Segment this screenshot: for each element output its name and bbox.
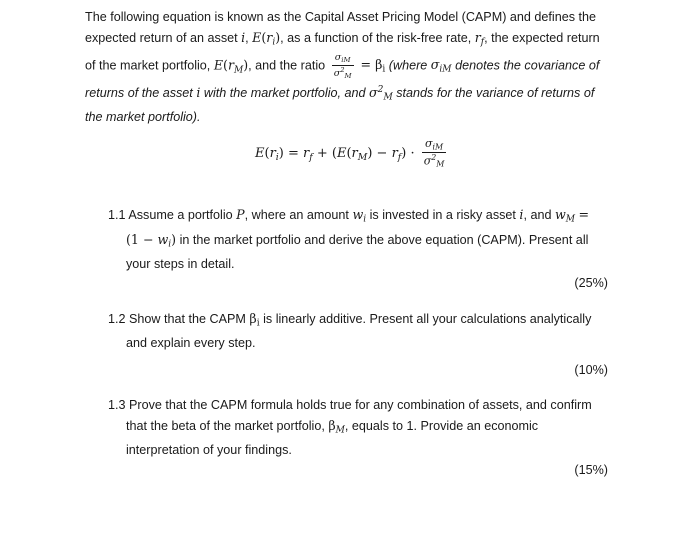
question-1-3-marks: (15%) xyxy=(574,463,608,477)
intro-line-1: The following equation is known as the Capital Asset Pricing Model (CAPM) and defines the xyxy=(85,10,597,24)
intro-line-3: of the market portfolio, $E(r_M)$, and the ratio $\frac{\sigma_{iM}}{\sigma^2_M}$ = $\beta_i$ (where $\sigma_{iM}$ denotes the covariance of xyxy=(85,51,600,80)
question-1-1: 1.1 Assume a portfolio P, where an amount $w_i$ is invested in a risky asset i, and $w_M$ = $(1 - w_i)$ in the market portfolio and derive the above equation (CAPM). Present all your steps in detail. xyxy=(108,207,590,272)
intro-line-5: the market portfolio). xyxy=(85,109,201,124)
question-1-2: 1.2 Show that the CAPM $\beta_i$ is linearly additive. Present all your calculations analytically and explain every step. xyxy=(108,311,592,351)
intro-line-4: returns of the asset i with the market portfolio, and $\sigma^2_M$ stands for the variance of returns of xyxy=(85,84,595,103)
question-1-3: 1.3 Prove that the CAPM formula holds true for any combination of assets, and confirm that the beta of the market portfolio, $\beta_M$, equals to 1. Provide an economic interpretation of your findings. xyxy=(108,398,592,457)
capm-equation: $E(r_i) = r_f + (E(r_M) - r_f)$ · $\frac{\sigma_{iM}}{\sigma^2_M}$ xyxy=(255,137,445,170)
intro-paragraph xyxy=(85,8,620,127)
ratio-fraction: $\frac{\sigma_{iM}}{\sigma^2_M}$ xyxy=(333,51,352,80)
question-1-2-marks: (10%) xyxy=(574,363,608,377)
intro-line-2: expected return of an asset i, $E(r_i)$, as a function of the risk-free rate, $r_f$, the expected return xyxy=(85,29,600,48)
question-1-1-marks: (25%) xyxy=(574,276,608,290)
